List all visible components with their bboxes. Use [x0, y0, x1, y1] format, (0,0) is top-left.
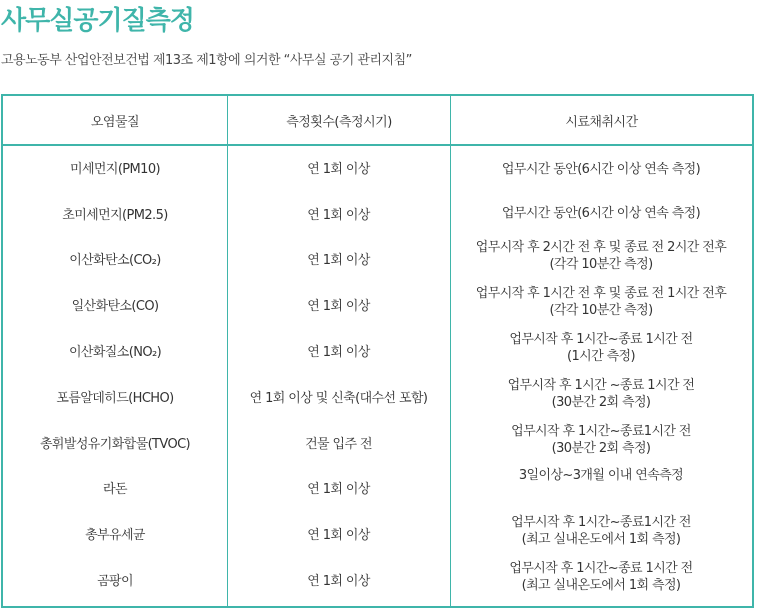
frequency-cell: 건물 입주 전	[305, 436, 372, 452]
sampling-time-cell	[450, 190, 752, 236]
table-row	[3, 329, 752, 375]
sampling-time-line: 업무시간 동안(6시간 이상 연속 측정)	[501, 205, 701, 221]
sampling-time-line: 업무시작 후 2시간 전 후 및 종료 전 2시간 전후	[475, 240, 727, 255]
sampling-time-line: (각각 10분간 측정)	[549, 257, 653, 272]
pollutant-cell: 총부유세균	[85, 527, 145, 543]
table-row	[3, 375, 752, 421]
sampling-time-line: 업무시작 후 1시간 전 후 및 종료 전 1시간 전후	[475, 286, 727, 301]
sampling-time-cell	[450, 146, 752, 192]
pollutant-cell: 초미세먼지(PM2.5)	[62, 207, 168, 223]
frequency-cell: 연 1회 이상	[307, 252, 370, 268]
sampling-time-cell	[450, 371, 752, 417]
pollutant-cell: 일산화탄소(CO)	[71, 298, 159, 314]
table-row	[3, 512, 752, 558]
sampling-time-cell	[450, 233, 752, 279]
sampling-time-line: 3일이상~3개월 이내 연속측정	[518, 467, 684, 483]
frequency-cell: 연 1회 이상 및 신축(대수선 포함)	[249, 390, 428, 406]
frequency-cell: 연 1회 이상	[307, 207, 370, 223]
sampling-time-cell	[450, 325, 752, 371]
measurement-table	[1, 94, 754, 608]
sampling-time-line: 업무시작 후 1시간~종료1시간 전	[511, 515, 691, 530]
table-row	[3, 466, 752, 512]
pollutant-cell: 총휘발성유기화합물(TVOC)	[39, 436, 191, 452]
frequency-cell: 연 1회 이상	[307, 344, 370, 360]
sampling-time-line: (30분간 2회 측정)	[551, 441, 651, 456]
table-row	[3, 283, 752, 329]
pollutant-cell: 곰팡이	[97, 573, 133, 589]
pollutant-cell: 이산화질소(NO₂)	[68, 344, 162, 360]
table-row	[3, 192, 752, 238]
frequency-cell: 연 1회 이상	[307, 527, 370, 543]
sampling-time-line: (30분간 2회 측정)	[551, 395, 651, 410]
sampling-time-line: 업무시작 후 1시간~종료1시간 전	[511, 424, 691, 439]
sampling-time-line: (최고 실내온도에서 1회 측정)	[521, 578, 681, 593]
header-pollutant: 오염물질	[90, 114, 140, 130]
page-title: 사무실공기질측정	[1, 6, 194, 36]
sampling-time-line: (1시간 측정)	[567, 349, 635, 364]
sampling-time-line: 업무시작 후 1시간~종료 1시간 전	[509, 561, 693, 576]
pollutant-cell: 라돈	[103, 481, 127, 497]
pollutant-cell: 미세먼지(PM10)	[70, 161, 160, 177]
sampling-time-cell	[450, 279, 752, 325]
table-row	[3, 558, 752, 604]
sampling-time-line: 업무시간 동안(6시간 이상 연속 측정)	[501, 161, 701, 177]
sampling-time-line: 업무시작 후 1시간~종료 1시간 전	[509, 332, 693, 347]
frequency-cell: 연 1회 이상	[307, 298, 370, 314]
header-sampling-time: 시료채취시간	[450, 96, 752, 144]
sampling-time-line: (각각 10분간 측정)	[549, 303, 653, 318]
sampling-time-cell	[450, 508, 752, 554]
pollutant-cell: 포름알데히드(HCHO)	[56, 390, 174, 406]
header-frequency: 측정횟수(측정시기)	[227, 96, 450, 144]
pollutant-cell: 이산화탄소(CO₂)	[69, 252, 161, 268]
sampling-time-cell	[450, 554, 752, 600]
sampling-time-cell	[450, 452, 752, 498]
table-row	[3, 146, 752, 192]
table-body	[3, 146, 752, 606]
page-subtitle: 고용노동부 산업안전보건법 제13조 제1항에 의거한 “사무실 공기 관리지침”	[1, 53, 412, 68]
table-header-row	[3, 96, 752, 146]
frequency-cell: 연 1회 이상	[307, 573, 370, 589]
frequency-cell: 연 1회 이상	[307, 161, 370, 177]
frequency-cell: 연 1회 이상	[307, 481, 370, 497]
sampling-time-line: 업무시작 후 1시간 ~종료 1시간 전	[507, 378, 695, 393]
table-row	[3, 237, 752, 283]
sampling-time-line: (최고 실내온도에서 1회 측정)	[521, 532, 681, 547]
